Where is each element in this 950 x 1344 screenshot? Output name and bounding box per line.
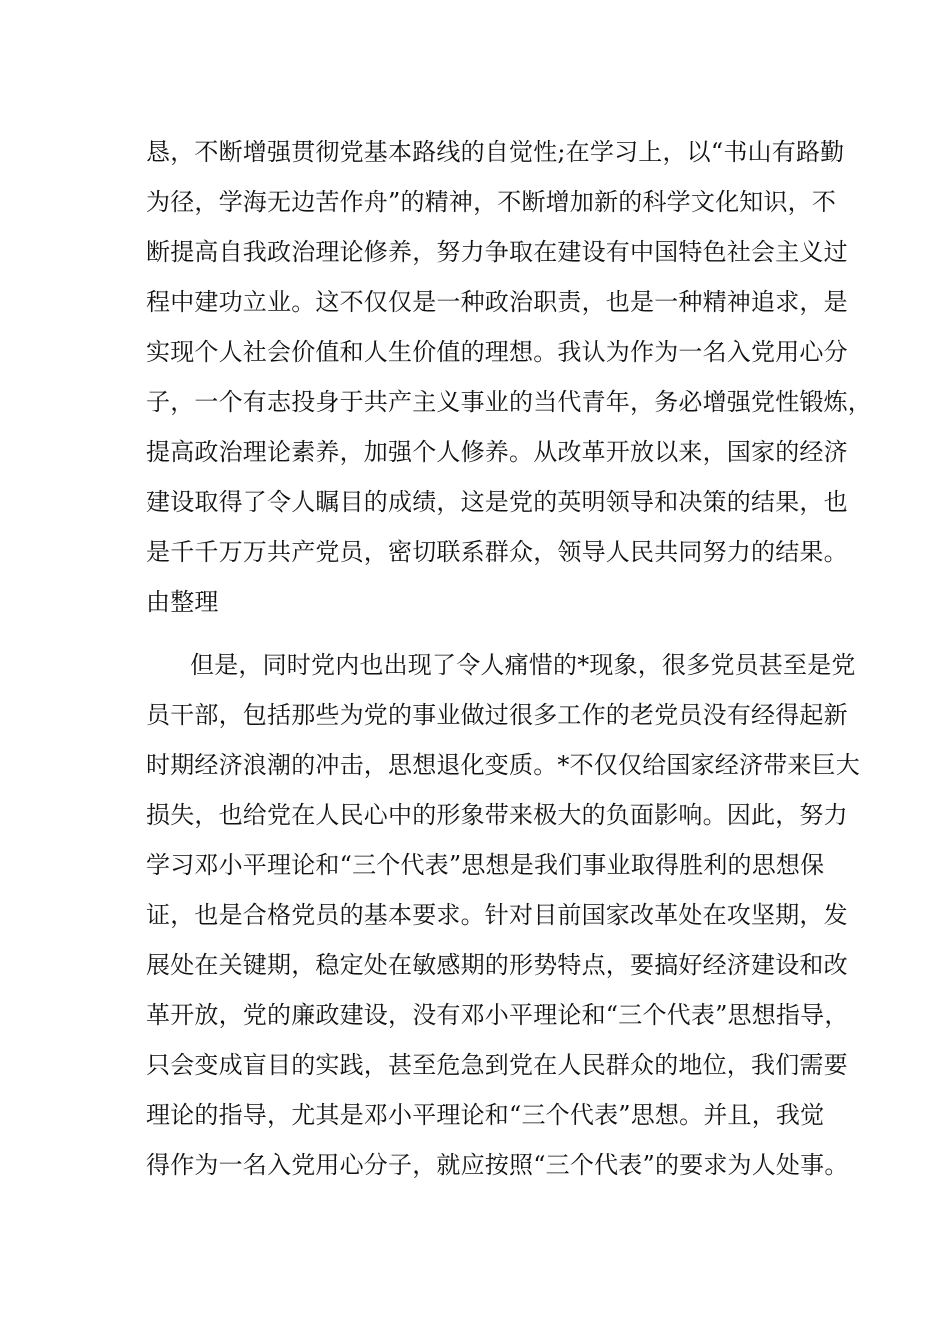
paragraph-2-line: 革开放，党的廉政建设，没有邓小平理论和“三个代表”思想指导， — [146, 1001, 849, 1029]
paragraph-2-line: 展处在关键期，稳定处在敏感期的形势特点，要搞好经济建设和改 — [146, 951, 848, 979]
paragraph-1-line: 断提高自我政治理论修养，努力争取在建设有中国特色社会主义过 — [146, 238, 848, 266]
paragraph-1-line: 恳，不断增强贯彻党基本路线的自觉性;在学习上，以“书山有路勤 — [146, 138, 845, 166]
paragraph-2-line: 时期经济浪潮的冲击，思想退化变质。*不仅仅给国家经济带来巨大 — [146, 751, 860, 779]
paragraph-1-line: 是千千万万共产党员，密切联系群众，领导人民共同努力的结果。 — [146, 538, 848, 566]
paragraph-1-line: 提高政治理论素养，加强个人修养。从改革开放以来，国家的经济 — [146, 438, 848, 466]
paragraph-1-line: 程中建功立业。这不仅仅是一种政治职责，也是一种精神追求，是 — [146, 288, 848, 316]
paragraph-1-line: 为径，学海无边苦作舟”的精神，不断增加新的科学文化知识，不 — [146, 188, 837, 216]
paragraph-1-line: 子，一个有志投身于共产主义事业的当代青年，务必增强党性锻炼， — [146, 388, 872, 416]
paragraph-1-line: 建设取得了令人瞩目的成绩，这是党的英明领导和决策的结果，也 — [146, 488, 848, 516]
paragraph-2-line: 证，也是合格党员的基本要求。针对目前国家改革处在攻坚期，发 — [146, 901, 848, 929]
paragraph-2-line: 学习邓小平理论和“三个代表”思想是我们事业取得胜利的思想保 — [146, 851, 825, 879]
paragraph-2-line: 员干部，包括那些为党的事业做过很多工作的老党员没有经得起新 — [146, 701, 848, 729]
paragraph-2-line: 只会变成盲目的实践，甚至危急到党在人民群众的地位，我们需要 — [146, 1051, 848, 1079]
paragraph-2-line: 但是，同时党内也出现了令人痛惜的*现象，很多党员甚至是党 — [190, 651, 856, 679]
paragraph-2-line: 损失，也给党在人民心中的形象带来极大的负面影响。因此，努力 — [146, 801, 848, 829]
paragraph-2-line: 理论的指导，尤其是邓小平理论和“三个代表”思想。并且，我觉 — [146, 1101, 825, 1129]
paragraph-2-line: 得作为一名入党用心分子，就应按照“三个代表”的要求为人处事。 — [146, 1151, 849, 1179]
paragraph-1-line: 实现个人社会价值和人生价值的理想。我认为作为一名入党用心分 — [146, 338, 848, 366]
paragraph-1-line: 由整理 — [146, 588, 219, 616]
